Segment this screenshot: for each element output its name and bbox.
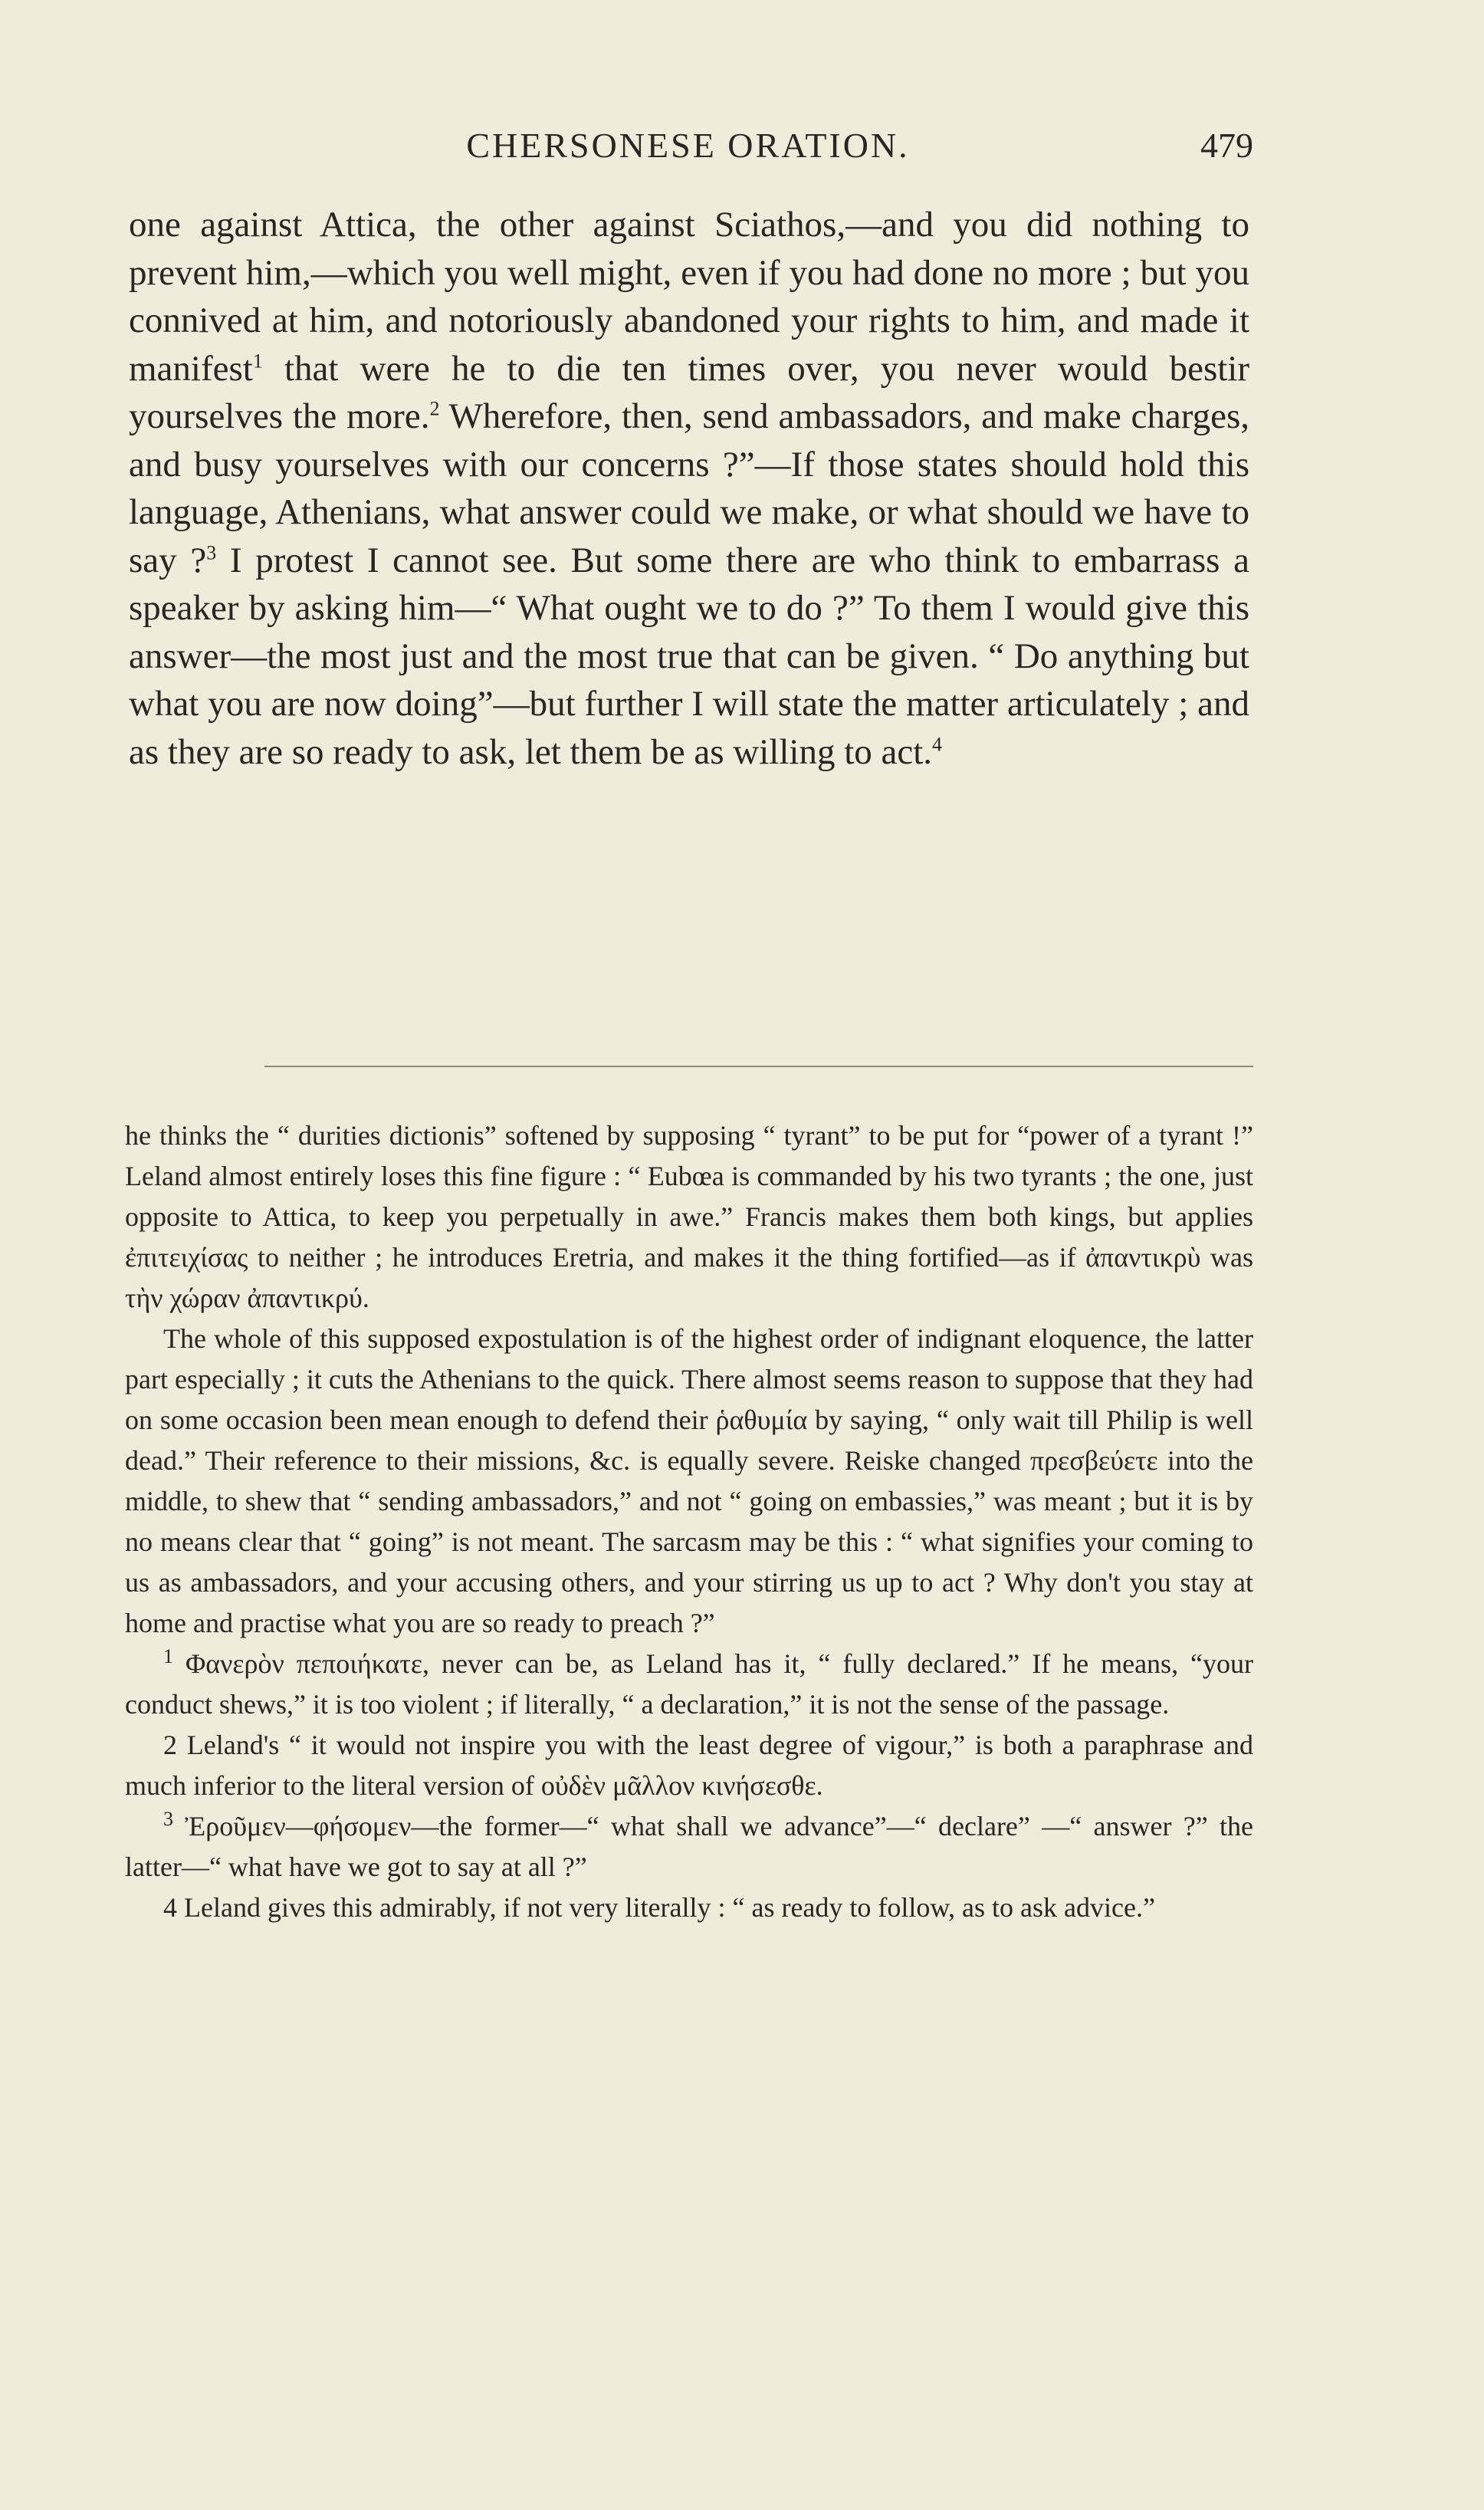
footnote-4	[125, 1887, 1253, 1928]
footnote-text: Φανερὸν πεποιήκατε, never can be, as Leland has it, “ fully declared.” If he means, “your conduct shews,” it is too violent ; if literally, “ a declaration,” it is not the sense of the passage.	[125, 1648, 1253, 1720]
footnote-1	[125, 1644, 1253, 1725]
footnotes	[125, 1115, 1253, 1928]
running-title: CHERSONESE ORATION.	[466, 126, 910, 165]
page-number: 479	[1200, 126, 1253, 165]
footnote-number: 4	[163, 1892, 177, 1923]
footnote-ref-3: 3	[206, 540, 217, 563]
main-text	[129, 201, 1249, 776]
footnote-3	[125, 1806, 1253, 1887]
text-segment: one against Attica, the other against Sciathos,—and you did nothing to prevent him,—which you well might, even if you had done no more ; but you connived at him, and notoriously abandoned your rights to him, and made it manifest	[129, 205, 1249, 389]
footnote-text: Ἐροῦμεν—φήσομεν—the former—“ what shall we advance”—“ declare” —“ answer ?” the latter—“ what have we got to say at all ?”	[125, 1811, 1253, 1882]
footnote-number: 1	[163, 1645, 173, 1667]
text-segment: that were he to die ten times over, you never would bestir yourselves the more.	[129, 348, 1249, 436]
footnote-text: Leland gives this admirably, if not very literally : “ as ready to follow, as to ask advice.”	[177, 1892, 1155, 1923]
footnote-ref-2: 2	[429, 397, 440, 420]
footnote-number: 3	[163, 1808, 173, 1830]
running-head	[123, 115, 1253, 176]
footnote-continuation: he thinks the “ durities dictionis” softened by supposing “ tyrant” to be put for “power of a tyrant !” Leland almost entirely loses this fine figure : “ Eubœa is commanded by his two tyrants ; the one, just opposite to Attica, to keep you perpetually in awe.” Francis makes them both kings, but applies ἐπιτειχίσας to neither ; he introduces Eretria, and makes it the thing fortified—as if ἀπαντικρὺ was τὴν χώραν ἀπαντικρύ.	[125, 1120, 1253, 1313]
text-segment: Wherefore, then, send ambassadors, and make charges, and busy yourselves with our concerns ?”—If those states should hold this language, Athenians, what answer could we make, or what should we have to say ?	[129, 396, 1249, 580]
footnote-divider	[264, 1066, 1253, 1067]
footnote-text: Leland's “ it would not inspire you with the least degree of vigour,” is both a paraphrase and much inferior to the literal version of οὐδὲν μᾶλλον κινήσεσθε.	[125, 1730, 1253, 1801]
footnote-2	[125, 1725, 1253, 1806]
main-paragraph	[129, 201, 1249, 776]
text-segment: I protest I cannot see. But some there are who think to embarrass a speaker by asking him—“ What ought we to do ?” To them I would give this answer—the most just and the most true that can be given. “ Do anything but what you are now doing”—but further I will state the matter articulately ; and as they are so ready to ask, let them be as willing to act.	[129, 540, 1249, 772]
footnote-paragraph: The whole of this supposed expostulation is of the highest order of indignant eloquence, the latter part especially ; it cuts the Athenians to the quick. There almost seems reason to suppose that they had on some occasion been mean enough to defend their ῥαθυμία by saying, “ only wait till Philip is well dead.” Their reference to their missions, &c. is equally severe. Reiske changed πρεσβεύετε into the middle, to shew that “ sending ambassadors,” and not “ going on embassies,” was meant ; but it is by no means clear that “ going” is not meant. The sarcasm may be this : “ what signifies your coming to us as ambassadors, and your accusing others, and your stirring us up to act ? Why don't you stay at home and practise what you are so ready to preach ?”	[125, 1323, 1253, 1638]
footnote-ref-1: 1	[252, 349, 263, 372]
footnote-number: 2	[163, 1730, 177, 1760]
footnote-ref-4: 4	[932, 732, 943, 755]
